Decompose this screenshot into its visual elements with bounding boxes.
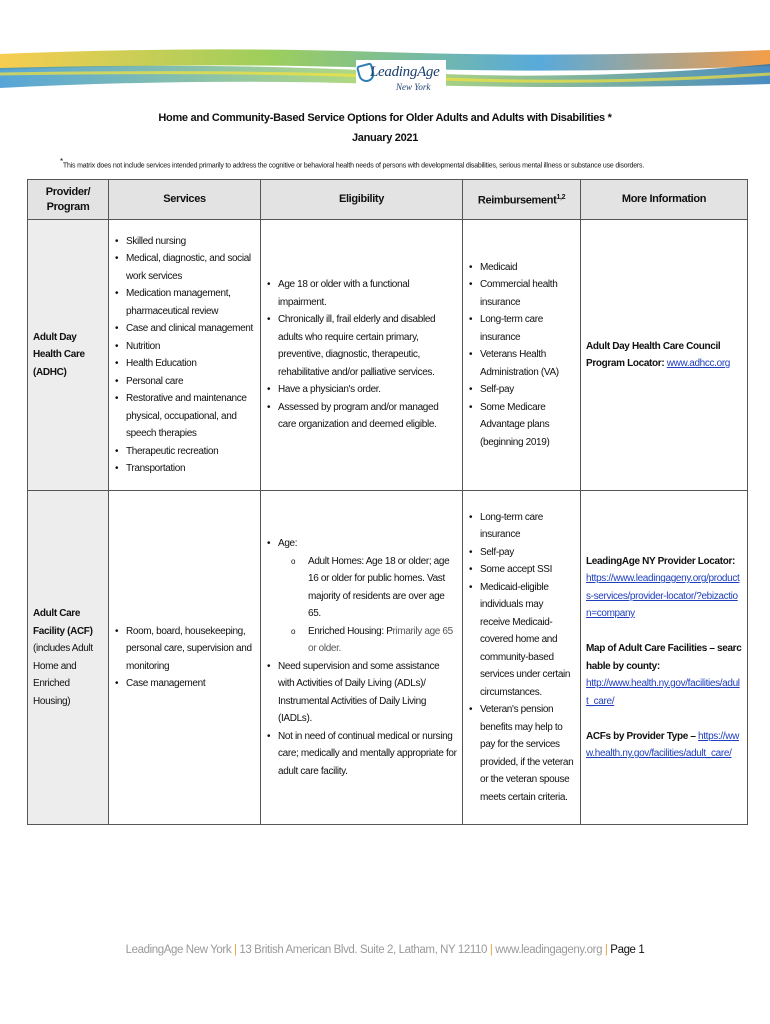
logo-subtext: New York [396, 82, 431, 92]
footer-address: 13 British American Blvd. Suite 2, Latham, NY 12110 [239, 944, 488, 956]
list-item: • Case and clinical management [126, 320, 255, 338]
table-row [28, 491, 748, 825]
list-item: • Medicaid-eligible individuals may receive Medicaid-covered home and community-based services under certain circumstances. [480, 579, 575, 702]
list-item: • Assessed by program and/or managed care organization and deemed eligible. [278, 399, 457, 434]
eligibility-list [266, 276, 457, 434]
list-item: • Skilled nursing [126, 233, 255, 251]
program-name: Adult Care Facility (ACF) [33, 608, 93, 637]
info-cell [581, 491, 748, 825]
header-services: Services [109, 180, 261, 220]
header-reimbursement [463, 180, 581, 220]
list-item: • Nutrition [126, 338, 255, 356]
services-list [114, 233, 255, 478]
eligibility-cell [261, 491, 463, 825]
eligibility-list [266, 535, 457, 780]
services-cell [109, 491, 261, 825]
eligibility-cell [261, 220, 463, 491]
header-eligibility: Eligibility [261, 180, 463, 220]
header-reimbursement-sup: 1,2 [556, 194, 566, 202]
list-item: • Need supervision and some assistance with Activities of Daily Living (ADLs)/ Instrumental Activities of Daily Living (IADLs). [278, 658, 457, 728]
services-list [114, 623, 255, 693]
eligibility-sublist [278, 553, 457, 658]
footnote [60, 157, 644, 169]
header-program: Provider/ Program [28, 180, 109, 220]
list-item: • Commercial health insurance [480, 276, 575, 311]
enriched-housing-age: rimarily age 65 or older. [308, 625, 453, 654]
eligibility-age-label: Age: [278, 538, 298, 549]
info-heading: ACFs by Provider Type – [586, 730, 696, 742]
acf-map-link[interactable]: http://www.health.ny.gov/facilities/adult_care/ [586, 678, 740, 707]
list-item: • Personal care [126, 373, 255, 391]
list-item: • Age 18 or older with a functional impairment. [278, 276, 457, 311]
document-title: Home and Community-Based Service Options for Older Adults and Adults with Disabilities * [158, 112, 612, 124]
document-date: January 2021 [351, 132, 419, 144]
info-locator-label: Program Locator: [586, 358, 665, 369]
list-item: • Self-pay [480, 381, 575, 399]
list-item: • Therapeutic recreation [126, 443, 255, 461]
program-cell [28, 220, 109, 491]
list-item: • Case management [126, 675, 255, 693]
list-item: • Veteran's pension benefits may help to pay for the services provided, if the veteran or the veteran spouse meets certain criteria. [480, 701, 575, 806]
footer-org: LeadingAge New York [125, 944, 232, 956]
service-matrix-table [27, 179, 748, 825]
list-item: • Not in need of continual medical or nursing care; medically and mentally appropriate for adult care facility. [278, 728, 457, 781]
list-item: • Have a physician's order. [278, 381, 457, 399]
list-item: • Chronically ill, frail elderly and disabled adults who require certain primary, preventive, diagnostic, therapeutic, rehabilitative and/or palliative services. [278, 311, 457, 381]
reimbursement-list [468, 509, 575, 807]
list-item: • Medication management, pharmaceutical review [126, 285, 255, 320]
table-row [28, 220, 748, 491]
list-item: • Some accept SSI [480, 561, 575, 579]
program-cell [28, 491, 109, 825]
provider-locator-link[interactable]: https://www.leadingageny.org/products-services/provider-locator/?ebizaction=company [586, 573, 740, 619]
page-footer: LeadingAge New York | 13 British American Blvd. Suite 2, Latham, NY 12110 | www.leadingageny.org | Page 1 [125, 944, 645, 956]
program-description: (includes Adult Home and Enriched Housing) [33, 643, 93, 707]
info-heading: LeadingAge NY Provider Locator: [586, 555, 735, 567]
list-item: • Health Education [126, 355, 255, 373]
enriched-housing-text: Enriched Housing: P [308, 625, 393, 637]
list-item [278, 535, 457, 658]
info-heading: Adult Day Health Care Council [586, 340, 721, 352]
reimbursement-list [468, 259, 575, 452]
header-reimbursement-label: Reimbursement [477, 194, 557, 207]
reimbursement-cell [463, 220, 581, 491]
footnote-text: This matrix does not include services intended primarily to address the cognitive or behavioral health needs of persons with developmental disabilities, serious mental illness or substance use disorders. [62, 162, 645, 170]
adhcc-link[interactable]: www.adhcc.org [666, 358, 731, 369]
acf-provider-type-link[interactable]: https://www.health.ny.gov/facilities/adult_care/ [586, 730, 739, 759]
header-info: More Information [581, 180, 748, 220]
info-cell [581, 220, 748, 491]
services-cell [109, 220, 261, 491]
list-item: • Medical, diagnostic, and social work services [126, 250, 255, 285]
program-name: Adult Day Health Care (ADHC) [33, 331, 85, 378]
info-heading: Map of Adult Care Facilities – searchable by county: [586, 643, 742, 672]
list-item: • Long-term care insurance [480, 509, 575, 544]
list-item [308, 623, 457, 658]
list-item: • Long-term care insurance [480, 311, 575, 346]
list-item: • Restorative and maintenance physical, occupational, and speech therapies [126, 390, 255, 443]
footer-website[interactable]: www.leadingageny.org [495, 944, 603, 956]
reimbursement-cell [463, 491, 581, 825]
footnote-star: * [60, 157, 63, 166]
leadingage-logo [356, 60, 446, 96]
list-item: • Some Medicare Advantage plans (beginning 2019) [480, 399, 575, 452]
list-item: • Self-pay [480, 544, 575, 562]
list-item: • Transportation [126, 460, 255, 478]
table-header-row [28, 180, 748, 220]
list-item: • Veterans Health Administration (VA) [480, 346, 575, 381]
list-item: • Medicaid [480, 259, 575, 277]
list-item: • Room, board, housekeeping, personal care, supervision and monitoring [126, 623, 255, 676]
logo-text: LeadingAge [370, 64, 440, 80]
list-item: o Adult Homes: Age 18 or older; age 16 or older for public homes. Vast majority of residents are over age 65. [308, 553, 457, 623]
page-number: Page 1 [610, 944, 645, 956]
